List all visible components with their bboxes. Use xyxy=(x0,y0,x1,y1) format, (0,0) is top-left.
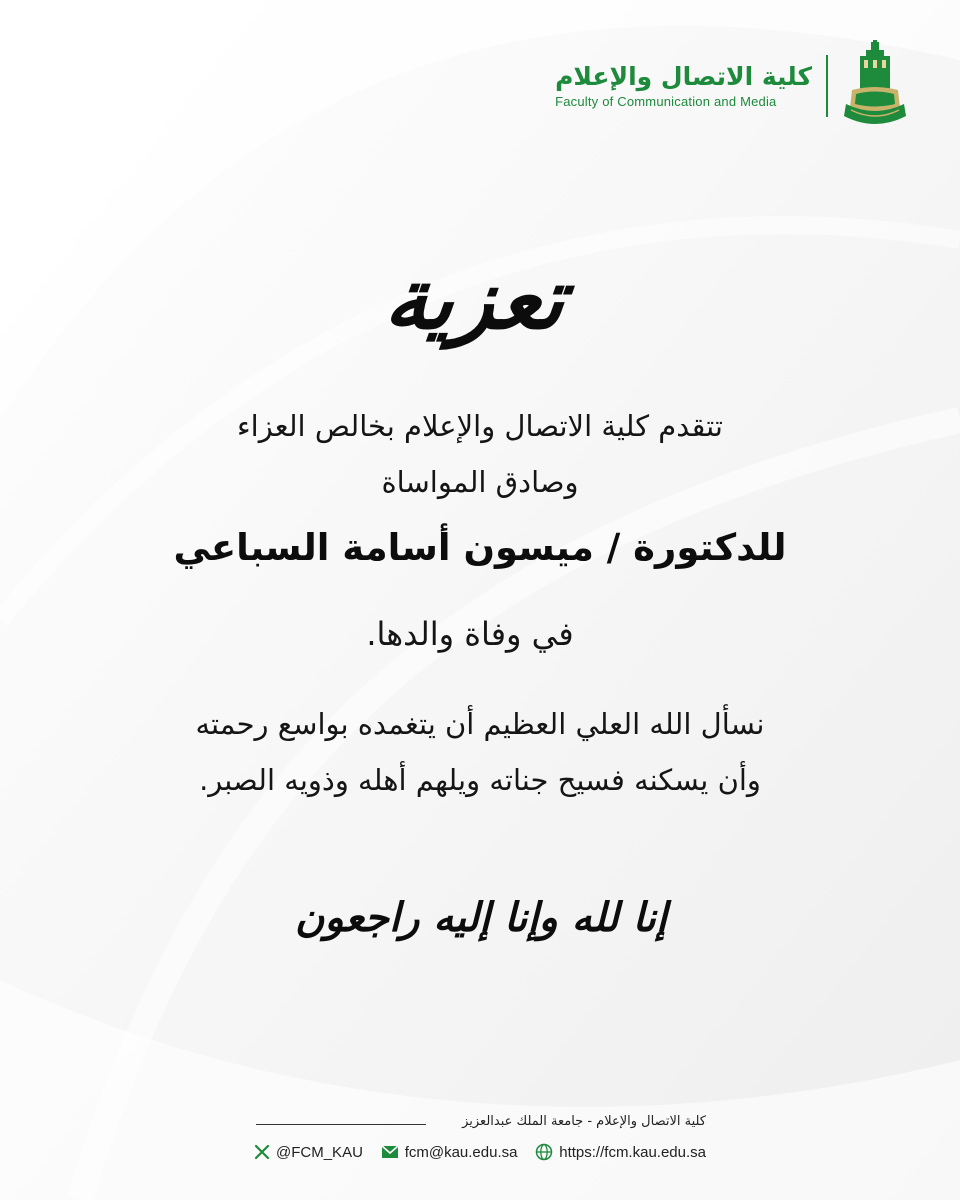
faculty-name-english: Faculty of Communication and Media xyxy=(555,94,777,110)
faculty-name-block xyxy=(555,63,812,110)
twitter-contact[interactable] xyxy=(254,1144,363,1161)
faculty-name-arabic: كلية الاتصال والإعلام xyxy=(555,61,812,91)
footer-divider xyxy=(256,1124,426,1125)
honoree-name: للدكتورة / ميسون أسامة السباعي xyxy=(173,526,787,569)
website-url: https://fcm.kau.edu.sa xyxy=(559,1143,706,1161)
condolence-title xyxy=(355,228,595,368)
logo-divider xyxy=(826,55,828,117)
email-contact[interactable] xyxy=(381,1144,518,1161)
footer-contacts xyxy=(254,1140,706,1164)
twitter-handle: @FCM_KAU xyxy=(276,1143,363,1161)
intro-line-1: تتقدم كلية الاتصال والإعلام بخالص العزاء xyxy=(237,409,723,443)
quran-verse xyxy=(294,872,668,962)
footer-title: كلية الاتصال والإعلام - جامعة الملك عبدالعزيز xyxy=(462,1114,706,1129)
website-contact[interactable] xyxy=(535,1143,706,1161)
intro-text xyxy=(0,398,960,510)
occasion-text: في وفاة والدها. xyxy=(366,615,574,653)
envelope-icon xyxy=(381,1145,399,1159)
prayer-text xyxy=(0,696,960,808)
globe-icon xyxy=(535,1143,553,1161)
faculty-logo xyxy=(555,40,908,132)
email-address: fcm@kau.edu.sa xyxy=(404,1143,518,1161)
condolence-title-text: تعزية xyxy=(380,248,570,348)
x-twitter-icon xyxy=(254,1144,270,1160)
prayer-line-1: نسأل الله العلي العظيم أن يتغمده بواسع رحمته xyxy=(195,707,765,741)
prayer-line-2: وأن يسكنه فسيح جناته ويلهم أهله وذويه الصبر. xyxy=(199,763,761,797)
university-emblem-icon xyxy=(842,40,908,132)
intro-line-2: وصادق المواساة xyxy=(381,465,579,499)
quran-verse-text: إنا لله وإنا إليه راجعون xyxy=(294,893,668,941)
